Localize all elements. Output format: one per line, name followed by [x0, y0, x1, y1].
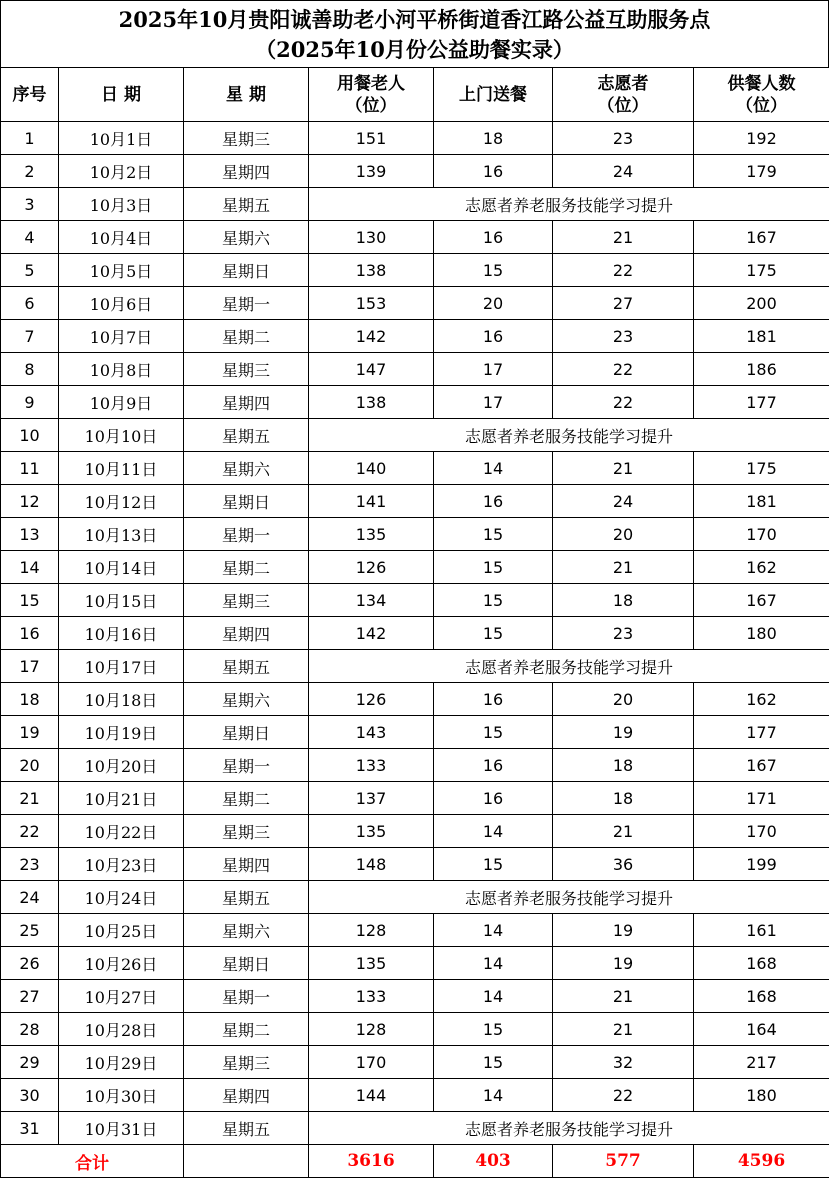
row-total: 177: [694, 716, 829, 749]
table-row: [1, 485, 829, 518]
row-volunteers: 18: [553, 782, 694, 815]
row-volunteers: 18: [553, 584, 694, 617]
row-weekday: 星期一: [184, 287, 309, 320]
row-elders: 128: [309, 1013, 434, 1046]
row-date: 10月7日: [59, 320, 184, 353]
row-date: 10月4日: [59, 221, 184, 254]
row-weekday: 星期四: [184, 617, 309, 650]
table-header: [1, 68, 829, 122]
row-weekday: 星期三: [184, 1046, 309, 1079]
row-date: 10月8日: [59, 353, 184, 386]
row-total: 217: [694, 1046, 829, 1079]
row-volunteers: 20: [553, 518, 694, 551]
row-weekday: 星期三: [184, 122, 309, 155]
row-volunteers: 23: [553, 617, 694, 650]
row-no: 14: [1, 551, 59, 584]
row-volunteers: 32: [553, 1046, 694, 1079]
row-date: 10月10日: [59, 419, 184, 452]
row-date: 10月15日: [59, 584, 184, 617]
table-row: [1, 221, 829, 254]
row-delivery: 15: [434, 254, 553, 287]
header-total: 供餐人数 （位）: [694, 68, 829, 122]
row-delivery: 16: [434, 749, 553, 782]
row-elders: 170: [309, 1046, 434, 1079]
row-no: 12: [1, 485, 59, 518]
row-weekday: 星期二: [184, 1013, 309, 1046]
table-row: [1, 452, 829, 485]
row-delivery: 17: [434, 353, 553, 386]
row-volunteers: 22: [553, 1079, 694, 1112]
row-total: 180: [694, 1079, 829, 1112]
row-weekday: 星期一: [184, 980, 309, 1013]
row-no: 28: [1, 1013, 59, 1046]
row-elders: 148: [309, 848, 434, 881]
table-row: [1, 881, 829, 914]
table-row: [1, 320, 829, 353]
row-weekday: 星期日: [184, 947, 309, 980]
table-row: [1, 155, 829, 188]
row-total: 192: [694, 122, 829, 155]
row-delivery: 15: [434, 584, 553, 617]
row-weekday: 星期五: [184, 419, 309, 452]
row-total: 180: [694, 617, 829, 650]
row-date: 10月18日: [59, 683, 184, 716]
row-no: 4: [1, 221, 59, 254]
header-volunteers: 志愿者 （位）: [553, 68, 694, 122]
table-row: [1, 650, 829, 683]
row-weekday: 星期一: [184, 749, 309, 782]
row-elders: 142: [309, 320, 434, 353]
header-weekday: 星 期: [184, 68, 309, 122]
row-no: 2: [1, 155, 59, 188]
row-delivery: 18: [434, 122, 553, 155]
row-delivery: 16: [434, 221, 553, 254]
row-date: 10月12日: [59, 485, 184, 518]
row-date: 10月30日: [59, 1079, 184, 1112]
row-volunteers: 21: [553, 221, 694, 254]
row-elders: 151: [309, 122, 434, 155]
row-weekday: 星期三: [184, 584, 309, 617]
row-no: 29: [1, 1046, 59, 1079]
row-weekday: 星期五: [184, 650, 309, 683]
row-volunteers: 19: [553, 716, 694, 749]
table-row: [1, 617, 829, 650]
row-weekday: 星期六: [184, 683, 309, 716]
row-delivery: 14: [434, 980, 553, 1013]
row-weekday: 星期日: [184, 485, 309, 518]
table-row: [1, 1046, 829, 1079]
row-weekday: 星期三: [184, 815, 309, 848]
total-elders: 3616: [309, 1145, 434, 1178]
row-volunteers: 21: [553, 551, 694, 584]
row-delivery: 15: [434, 518, 553, 551]
table-row: [1, 353, 829, 386]
row-delivery: 15: [434, 1013, 553, 1046]
row-volunteers: 20: [553, 683, 694, 716]
row-volunteers: 19: [553, 914, 694, 947]
row-delivery: 15: [434, 716, 553, 749]
row-delivery: 16: [434, 683, 553, 716]
row-no: 9: [1, 386, 59, 419]
row-volunteers: 36: [553, 848, 694, 881]
table-row: [1, 419, 829, 452]
row-date: 10月1日: [59, 122, 184, 155]
row-volunteers: 22: [553, 386, 694, 419]
table-row: [1, 683, 829, 716]
row-volunteers: 23: [553, 320, 694, 353]
row-total: 181: [694, 320, 829, 353]
header-date: 日 期: [59, 68, 184, 122]
row-volunteers: 21: [553, 1013, 694, 1046]
row-elders: 142: [309, 617, 434, 650]
row-no: 26: [1, 947, 59, 980]
table-row: [1, 716, 829, 749]
row-total: 175: [694, 452, 829, 485]
row-elders: 138: [309, 254, 434, 287]
row-no: 23: [1, 848, 59, 881]
row-delivery: 14: [434, 1079, 553, 1112]
table-row: [1, 188, 829, 221]
row-elders: 135: [309, 947, 434, 980]
header-delivery: 上门送餐: [434, 68, 553, 122]
table-row: [1, 1112, 829, 1145]
table-footer: [1, 1145, 829, 1178]
row-elders: 139: [309, 155, 434, 188]
row-note: 志愿者养老服务技能学习提升: [309, 1112, 829, 1145]
row-date: 10月26日: [59, 947, 184, 980]
title-line-1: 2025年10月贵阳诚善助老小河平桥街道香江路公益互助服务点: [118, 7, 711, 32]
row-weekday: 星期二: [184, 551, 309, 584]
row-delivery: 14: [434, 452, 553, 485]
row-total: 168: [694, 947, 829, 980]
row-delivery: 16: [434, 782, 553, 815]
table-row: [1, 980, 829, 1013]
header-elders: 用餐老人 （位）: [309, 68, 434, 122]
row-date: 10月6日: [59, 287, 184, 320]
row-weekday: 星期四: [184, 155, 309, 188]
table-row: [1, 551, 829, 584]
row-note: 志愿者养老服务技能学习提升: [309, 881, 829, 914]
row-no: 3: [1, 188, 59, 221]
table-row: [1, 386, 829, 419]
row-total: 162: [694, 551, 829, 584]
row-total: 170: [694, 815, 829, 848]
header-no: 序号: [1, 68, 59, 122]
row-elders: 134: [309, 584, 434, 617]
table-row: [1, 287, 829, 320]
row-volunteers: 21: [553, 452, 694, 485]
table-row: [1, 1013, 829, 1046]
row-date: 10月13日: [59, 518, 184, 551]
row-total: 168: [694, 980, 829, 1013]
row-no: 17: [1, 650, 59, 683]
row-total: 170: [694, 518, 829, 551]
row-volunteers: 24: [553, 155, 694, 188]
row-weekday: 星期五: [184, 188, 309, 221]
total-delivery: 403: [434, 1145, 553, 1178]
row-date: 10月11日: [59, 452, 184, 485]
row-no: 1: [1, 122, 59, 155]
row-weekday: 星期二: [184, 320, 309, 353]
row-date: 10月22日: [59, 815, 184, 848]
row-weekday: 星期五: [184, 1112, 309, 1145]
row-delivery: 20: [434, 287, 553, 320]
row-no: 24: [1, 881, 59, 914]
row-no: 13: [1, 518, 59, 551]
row-date: 10月9日: [59, 386, 184, 419]
row-elders: 137: [309, 782, 434, 815]
row-elders: 147: [309, 353, 434, 386]
row-no: 7: [1, 320, 59, 353]
row-no: 8: [1, 353, 59, 386]
table-row: [1, 947, 829, 980]
row-delivery: 15: [434, 848, 553, 881]
table-row: [1, 1079, 829, 1112]
row-date: 10月28日: [59, 1013, 184, 1046]
row-date: 10月5日: [59, 254, 184, 287]
row-elders: 135: [309, 815, 434, 848]
row-note: 志愿者养老服务技能学习提升: [309, 419, 829, 452]
row-total: 177: [694, 386, 829, 419]
row-total: 186: [694, 353, 829, 386]
row-total: 179: [694, 155, 829, 188]
row-date: 10月2日: [59, 155, 184, 188]
table-row: [1, 518, 829, 551]
row-no: 10: [1, 419, 59, 452]
row-volunteers: 22: [553, 254, 694, 287]
row-total: 175: [694, 254, 829, 287]
row-elders: 128: [309, 914, 434, 947]
row-weekday: 星期四: [184, 848, 309, 881]
total-volunteers: 577: [553, 1145, 694, 1178]
row-weekday: 星期一: [184, 518, 309, 551]
row-weekday: 星期三: [184, 353, 309, 386]
row-elders: 133: [309, 749, 434, 782]
row-weekday: 星期日: [184, 254, 309, 287]
row-no: 11: [1, 452, 59, 485]
row-total: 181: [694, 485, 829, 518]
row-elders: 144: [309, 1079, 434, 1112]
row-delivery: 15: [434, 617, 553, 650]
row-date: 10月19日: [59, 716, 184, 749]
table-row: [1, 815, 829, 848]
table-row: [1, 914, 829, 947]
row-delivery: 16: [434, 320, 553, 353]
total-meals: 4596: [694, 1145, 829, 1178]
row-date: 10月16日: [59, 617, 184, 650]
row-volunteers: 19: [553, 947, 694, 980]
row-elders: 140: [309, 452, 434, 485]
row-delivery: 14: [434, 947, 553, 980]
row-volunteers: 21: [553, 815, 694, 848]
row-total: 200: [694, 287, 829, 320]
row-weekday: 星期二: [184, 782, 309, 815]
row-weekday: 星期六: [184, 221, 309, 254]
table-row: [1, 254, 829, 287]
row-total: 162: [694, 683, 829, 716]
total-weekday-blank: [184, 1145, 309, 1178]
table-row: [1, 749, 829, 782]
row-delivery: 14: [434, 914, 553, 947]
total-row: [1, 1145, 829, 1178]
row-volunteers: 27: [553, 287, 694, 320]
table-row: [1, 782, 829, 815]
row-date: 10月20日: [59, 749, 184, 782]
row-delivery: 16: [434, 485, 553, 518]
row-no: 30: [1, 1079, 59, 1112]
row-date: 10月31日: [59, 1112, 184, 1145]
row-volunteers: 24: [553, 485, 694, 518]
row-no: 20: [1, 749, 59, 782]
row-weekday: 星期四: [184, 386, 309, 419]
title-block: [0, 0, 829, 67]
row-date: 10月3日: [59, 188, 184, 221]
row-total: 167: [694, 584, 829, 617]
row-elders: 126: [309, 551, 434, 584]
row-weekday: 星期六: [184, 914, 309, 947]
row-weekday: 星期五: [184, 881, 309, 914]
title-line-2: （2025年10月份公益助餐实录）: [255, 37, 574, 62]
row-weekday: 星期四: [184, 1079, 309, 1112]
row-delivery: 14: [434, 815, 553, 848]
row-total: 161: [694, 914, 829, 947]
row-weekday: 星期日: [184, 716, 309, 749]
row-volunteers: 21: [553, 980, 694, 1013]
row-total: 167: [694, 749, 829, 782]
row-no: 31: [1, 1112, 59, 1145]
row-total: 199: [694, 848, 829, 881]
row-date: 10月14日: [59, 551, 184, 584]
row-date: 10月24日: [59, 881, 184, 914]
row-date: 10月25日: [59, 914, 184, 947]
row-no: 22: [1, 815, 59, 848]
row-elders: 143: [309, 716, 434, 749]
row-date: 10月21日: [59, 782, 184, 815]
table-row: [1, 122, 829, 155]
header-row: [1, 68, 829, 122]
row-elders: 126: [309, 683, 434, 716]
table-row: [1, 584, 829, 617]
row-note: 志愿者养老服务技能学习提升: [309, 188, 829, 221]
row-elders: 138: [309, 386, 434, 419]
meal-record-table: [0, 67, 829, 1178]
row-delivery: 15: [434, 551, 553, 584]
row-no: 18: [1, 683, 59, 716]
row-elders: 141: [309, 485, 434, 518]
row-no: 16: [1, 617, 59, 650]
row-volunteers: 18: [553, 749, 694, 782]
row-delivery: 15: [434, 1046, 553, 1079]
row-elders: 153: [309, 287, 434, 320]
row-elders: 133: [309, 980, 434, 1013]
row-note: 志愿者养老服务技能学习提升: [309, 650, 829, 683]
row-elders: 130: [309, 221, 434, 254]
row-no: 25: [1, 914, 59, 947]
row-volunteers: 23: [553, 122, 694, 155]
row-total: 171: [694, 782, 829, 815]
row-weekday: 星期六: [184, 452, 309, 485]
row-date: 10月27日: [59, 980, 184, 1013]
row-no: 6: [1, 287, 59, 320]
row-no: 15: [1, 584, 59, 617]
row-total: 167: [694, 221, 829, 254]
row-delivery: 17: [434, 386, 553, 419]
row-total: 164: [694, 1013, 829, 1046]
row-delivery: 16: [434, 155, 553, 188]
row-date: 10月23日: [59, 848, 184, 881]
table-body: [1, 122, 829, 1145]
table-row: [1, 848, 829, 881]
row-elders: 135: [309, 518, 434, 551]
row-volunteers: 22: [553, 353, 694, 386]
row-no: 19: [1, 716, 59, 749]
row-no: 5: [1, 254, 59, 287]
row-date: 10月17日: [59, 650, 184, 683]
row-no: 27: [1, 980, 59, 1013]
total-label: 合计: [1, 1145, 184, 1178]
row-no: 21: [1, 782, 59, 815]
row-date: 10月29日: [59, 1046, 184, 1079]
